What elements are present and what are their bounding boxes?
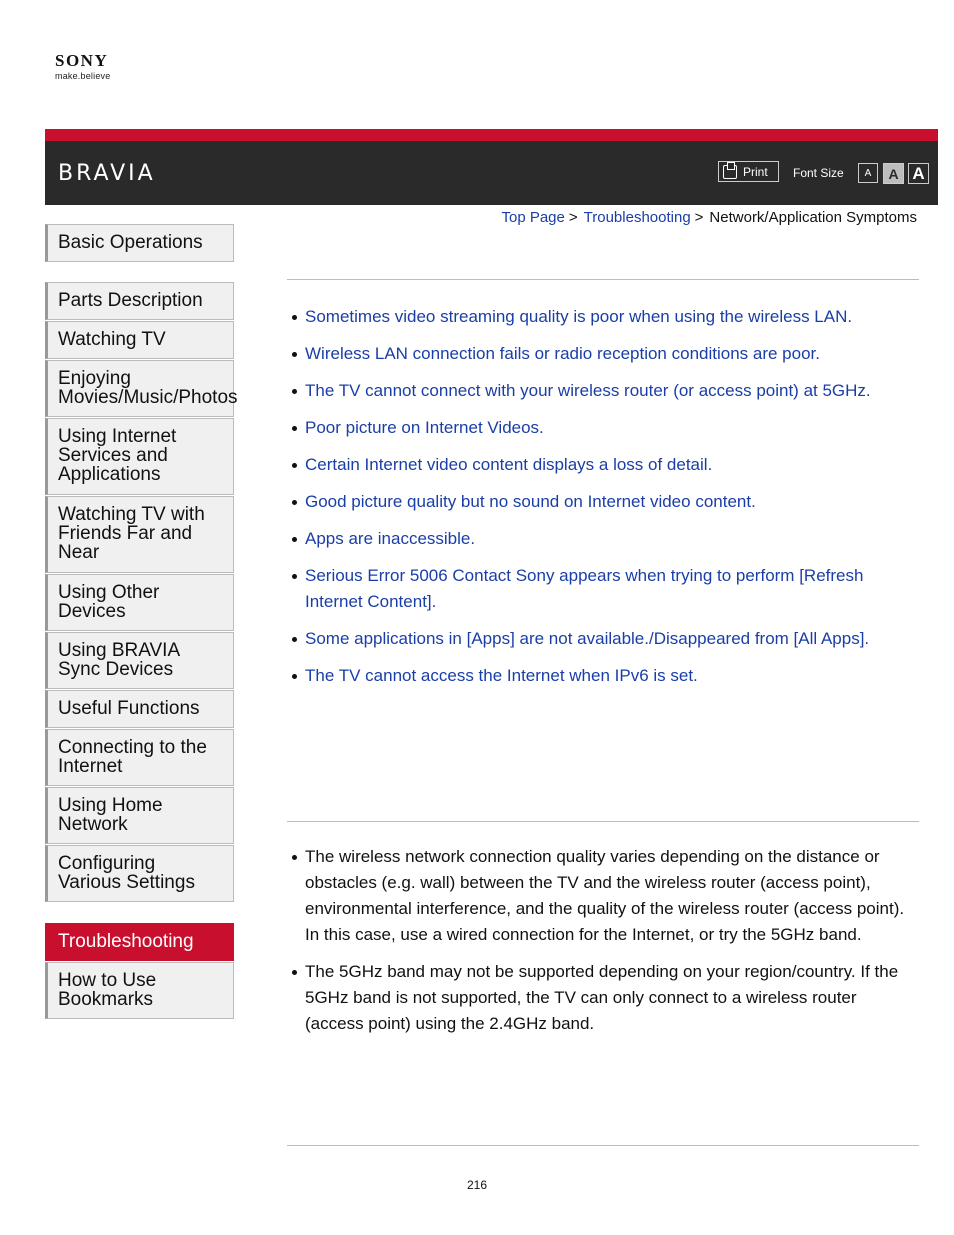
symptom-link[interactable]: The TV cannot access the Internet when IPv6 is set. [305, 666, 698, 685]
symptom-link[interactable]: Sometimes video streaming quality is poor when using the wireless LAN. [305, 307, 853, 326]
sidebar-item-useful-functions[interactable]: Useful Functions [45, 690, 234, 728]
font-size-medium-button[interactable]: A [883, 163, 904, 184]
list-item [292, 563, 922, 615]
list-item [292, 526, 922, 552]
sidebar-item-configuring-settings[interactable]: Configuring Various Settings [45, 845, 234, 902]
sidebar-item-home-network[interactable]: Using Home Network [45, 787, 234, 844]
symptom-link[interactable]: The TV cannot connect with your wireless router (or access point) at 5GHz. [305, 381, 871, 400]
printer-icon [723, 165, 737, 179]
sidebar-item-troubleshooting[interactable]: Troubleshooting [45, 923, 234, 961]
sidebar-item-enjoying-media[interactable]: Enjoying Movies/Music/Photos [45, 360, 234, 417]
symptom-link[interactable]: Serious Error 5006 Contact Sony appears when trying to perform [Refresh Internet Content]. [305, 566, 864, 611]
breadcrumb-separator: > [568, 209, 578, 226]
symptom-link[interactable]: Poor picture on Internet Videos. [305, 418, 544, 437]
breadcrumb-separator: > [694, 209, 704, 226]
sidebar-item-other-devices[interactable]: Using Other Devices [45, 574, 234, 631]
note-item: The 5GHz band may not be supported depending on your region/country. If the 5GHz band is not supported, the TV can only connect to a wireless router (access point) using the 2.4GHz band. [292, 959, 917, 1037]
breadcrumb-troubleshooting[interactable]: Troubleshooting [583, 209, 691, 226]
sidebar-item-connecting-internet[interactable]: Connecting to the Internet [45, 729, 234, 786]
print-button[interactable] [718, 161, 779, 182]
symptom-link[interactable]: Some applications in [Apps] are not available./Disappeared from [All Apps]. [305, 629, 870, 648]
sidebar-item-bravia-sync[interactable]: Using BRAVIA Sync Devices [45, 632, 234, 689]
list-item [292, 626, 922, 652]
symptom-link[interactable]: Wireless LAN connection fails or radio reception conditions are poor. [305, 344, 820, 363]
symptom-link[interactable]: Certain Internet video content displays a loss of detail. [305, 455, 713, 474]
divider [287, 821, 919, 822]
divider [287, 1145, 919, 1146]
list-item [292, 663, 922, 689]
font-size-large-button[interactable]: A [908, 163, 929, 184]
breadcrumb-top-page[interactable]: Top Page [501, 209, 565, 226]
divider [287, 279, 919, 280]
sidebar-item-watching-with-friends[interactable]: Watching TV with Friends Far and Near [45, 496, 234, 573]
breadcrumb [501, 209, 917, 226]
print-label: Print [743, 164, 768, 179]
sidebar-item-internet-services[interactable]: Using Internet Services and Applications [45, 418, 234, 495]
list-item [292, 452, 922, 478]
sidebar-item-basic-operations[interactable]: Basic Operations [45, 224, 234, 262]
page-number: 216 [466, 1178, 488, 1192]
sony-logo: SONY [55, 51, 109, 70]
font-size-small-button[interactable]: A [858, 163, 878, 183]
list-item [292, 378, 922, 404]
list-item [292, 415, 922, 441]
note-item: The wireless network connection quality varies depending on the distance or obstacles (e.g. wall) between the TV and the wireless router (access point), environmental interference, and the quality of the wireless router (access point). In this case, use a wired connection for the Internet, or try the 5GHz band. [292, 844, 917, 948]
symptom-link-list [292, 304, 922, 700]
notes-list [292, 844, 917, 1048]
product-name: BRAVIA [58, 161, 156, 186]
brand-tagline: make.believe [55, 71, 111, 81]
font-size-label: Font Size [793, 166, 844, 180]
sidebar-item-bookmarks[interactable]: How to Use Bookmarks [45, 962, 234, 1019]
list-item [292, 341, 922, 367]
sidebar-item-parts-description[interactable]: Parts Description [45, 282, 234, 320]
symptom-link[interactable]: Apps are inaccessible. [305, 529, 476, 548]
list-item [292, 489, 922, 515]
sidebar-item-watching-tv[interactable]: Watching TV [45, 321, 234, 359]
breadcrumb-current: Network/Application Symptoms [709, 209, 917, 226]
brand [55, 52, 110, 81]
symptom-link[interactable]: Good picture quality but no sound on Internet video content. [305, 492, 756, 511]
list-item [292, 304, 922, 330]
header-bar [45, 129, 938, 205]
